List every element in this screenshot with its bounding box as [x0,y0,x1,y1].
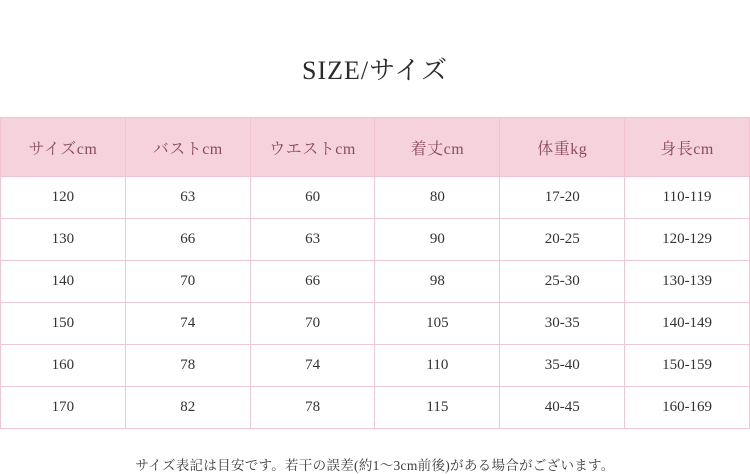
cell-height: 140-149 [625,303,750,345]
table-row [1,177,750,219]
cell-height: 160-169 [625,387,750,429]
table-row [1,261,750,303]
cell-length: 80 [375,177,500,219]
column-header-height: 身長cm [625,118,750,177]
cell-bust: 82 [125,387,250,429]
size-table [0,117,750,429]
table-header [1,118,750,177]
cell-height: 120-129 [625,219,750,261]
table-row [1,303,750,345]
cell-bust: 63 [125,177,250,219]
cell-height: 150-159 [625,345,750,387]
table-row [1,219,750,261]
cell-length: 115 [375,387,500,429]
cell-weight: 20-25 [500,219,625,261]
cell-size: 130 [1,219,126,261]
cell-bust: 66 [125,219,250,261]
cell-bust: 70 [125,261,250,303]
size-table-container [0,117,750,429]
column-header-weight: 体重kg [500,118,625,177]
cell-weight: 35-40 [500,345,625,387]
cell-weight: 25-30 [500,261,625,303]
size-note: サイズ表記は目安です。若干の誤差(約1〜3cm前後)がある場合がございます。 [135,458,615,473]
cell-size: 150 [1,303,126,345]
cell-height: 110-119 [625,177,750,219]
cell-bust: 78 [125,345,250,387]
column-header-length: 着丈cm [375,118,500,177]
cell-size: 160 [1,345,126,387]
cell-waist: 63 [250,219,375,261]
table-row [1,387,750,429]
cell-length: 110 [375,345,500,387]
cell-length: 105 [375,303,500,345]
cell-size: 140 [1,261,126,303]
cell-size: 120 [1,177,126,219]
column-header-bust: バストcm [125,118,250,177]
column-header-size: サイズcm [1,118,126,177]
cell-length: 90 [375,219,500,261]
table-body [1,177,750,429]
column-header-waist: ウエストcm [250,118,375,177]
cell-waist: 78 [250,387,375,429]
cell-size: 170 [1,387,126,429]
cell-weight: 40-45 [500,387,625,429]
cell-height: 130-139 [625,261,750,303]
cell-bust: 74 [125,303,250,345]
page-title: SIZE/サイズ [301,56,449,85]
cell-waist: 60 [250,177,375,219]
table-header-row [1,118,750,177]
cell-waist: 74 [250,345,375,387]
cell-length: 98 [375,261,500,303]
table-row [1,345,750,387]
cell-weight: 17-20 [500,177,625,219]
cell-weight: 30-35 [500,303,625,345]
cell-waist: 70 [250,303,375,345]
cell-waist: 66 [250,261,375,303]
